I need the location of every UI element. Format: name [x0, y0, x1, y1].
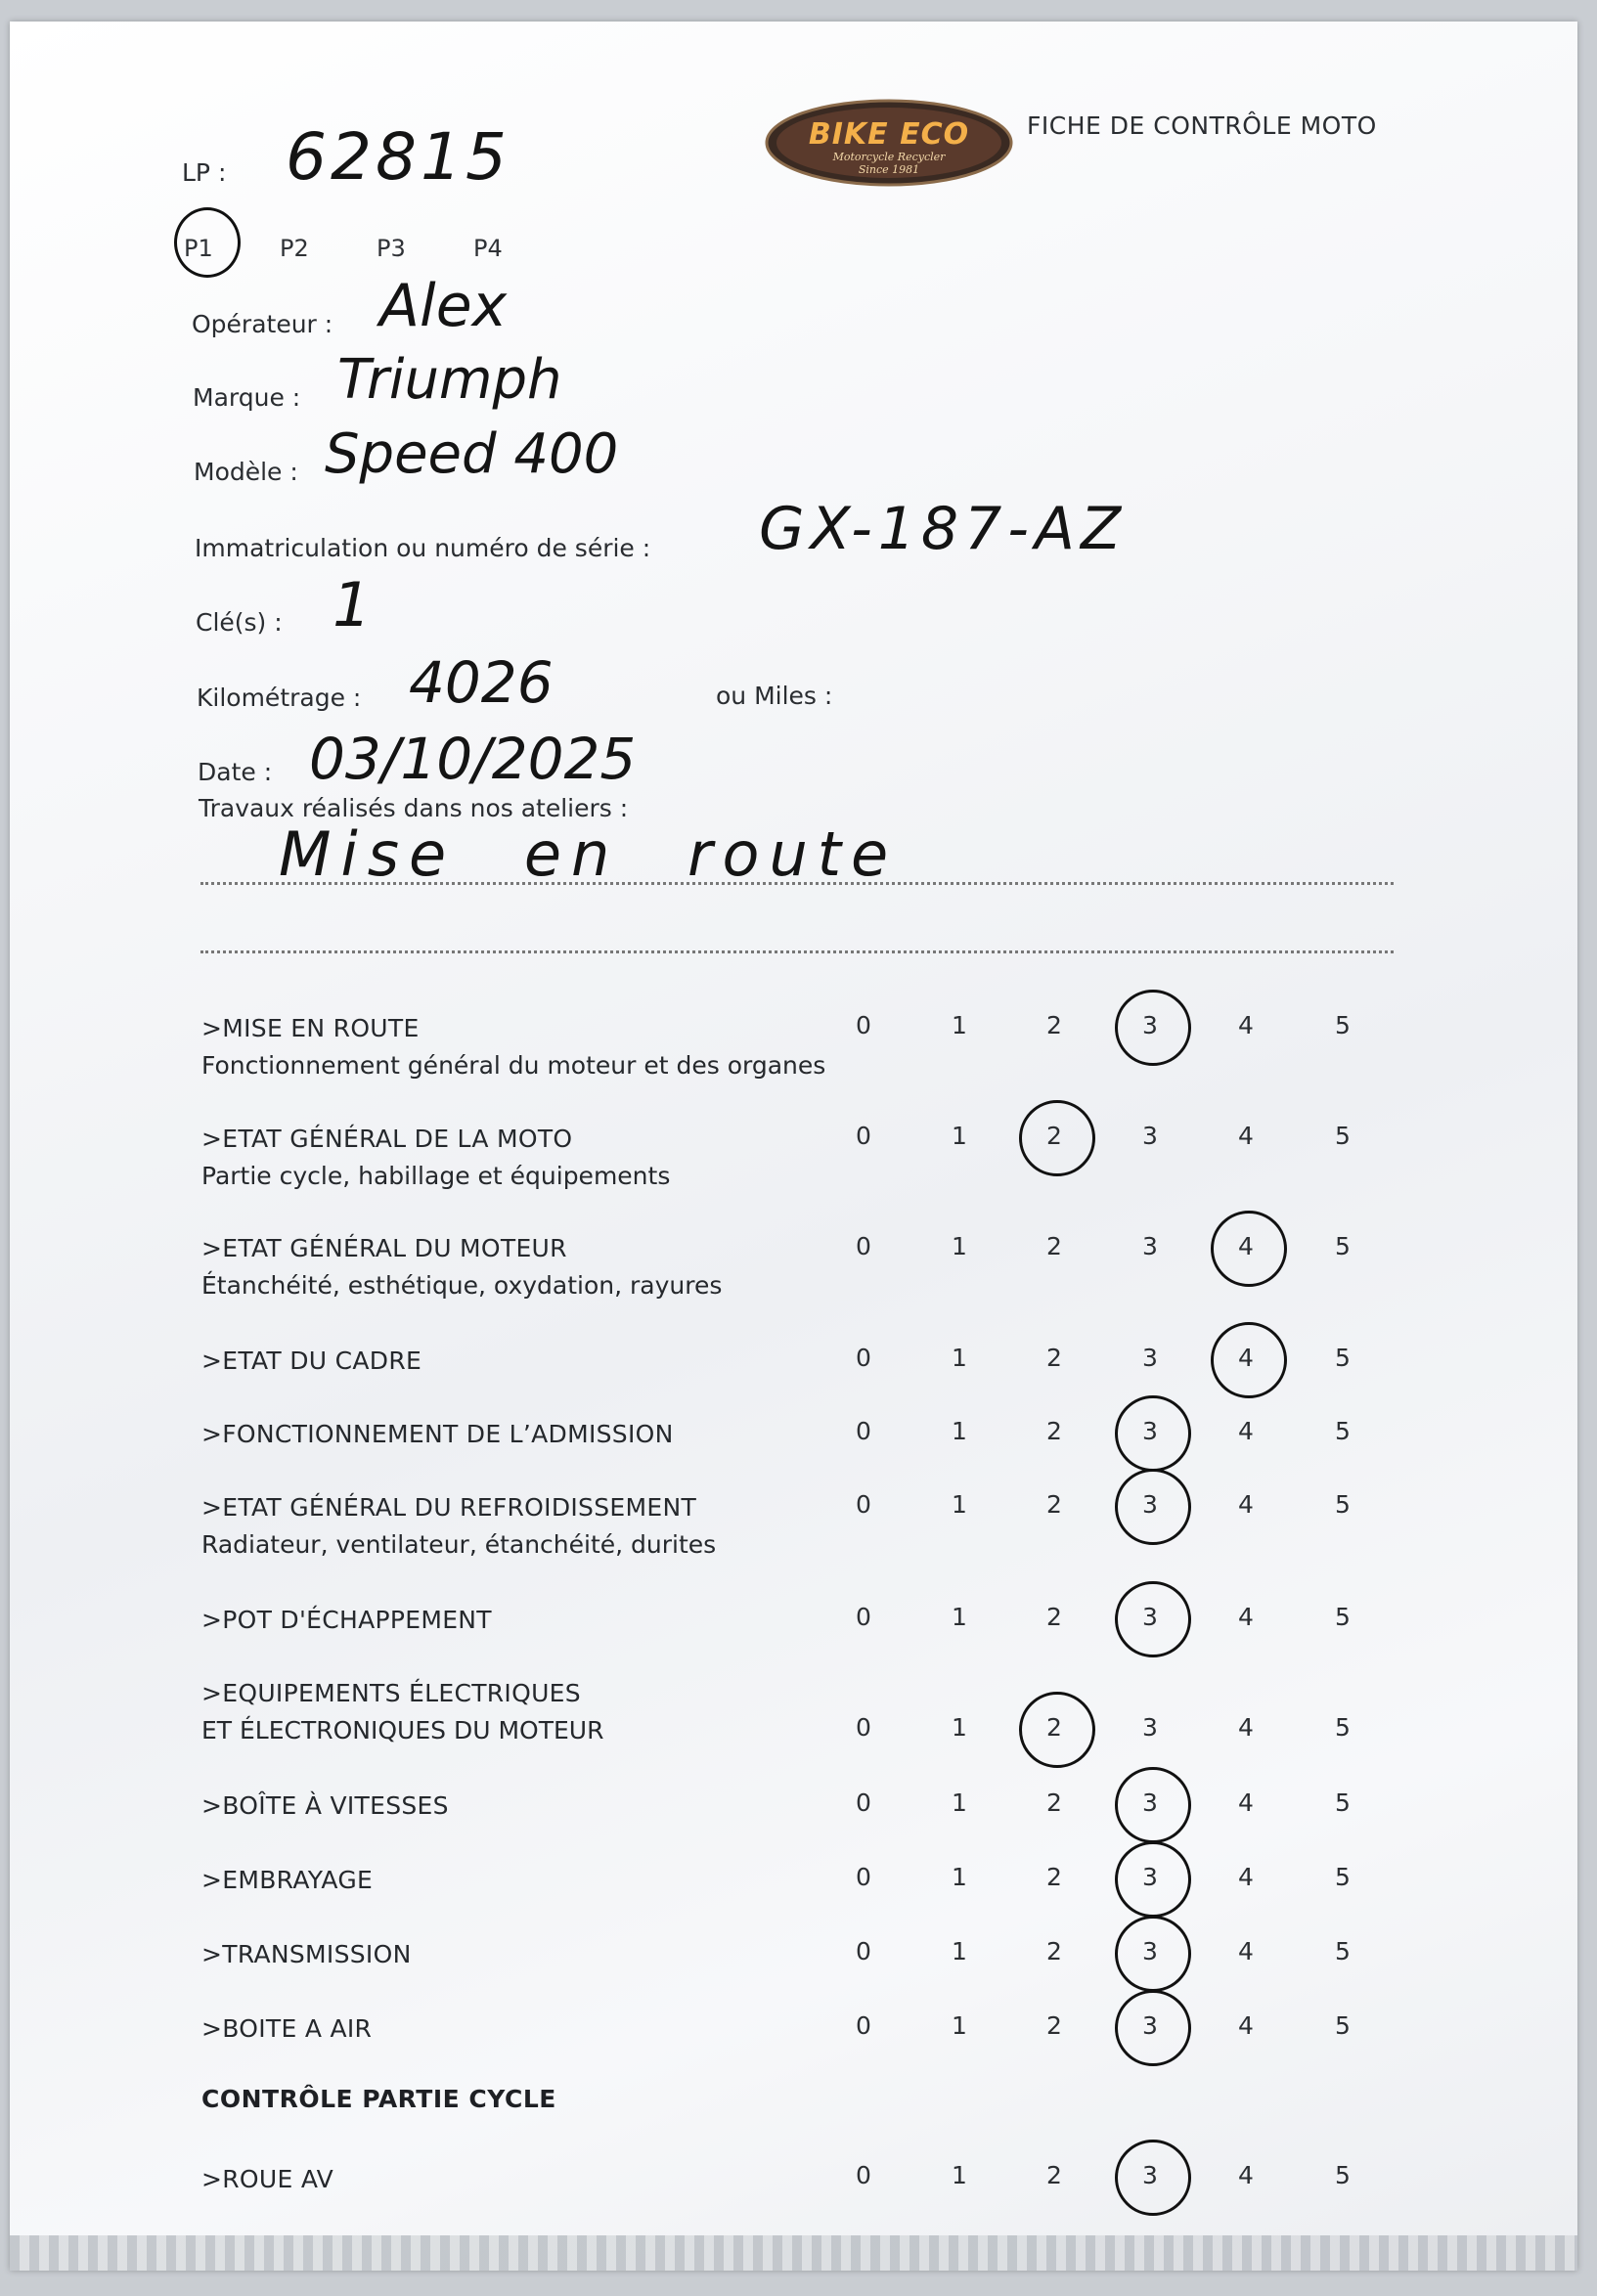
rating-row-subtitle: Partie cycle, habillage et équipements — [201, 1162, 671, 1190]
rating-row-score-option[interactable]: 1 — [952, 1788, 967, 1817]
rating-row-score-option[interactable]: 2 — [1046, 1603, 1062, 1631]
form-title: FICHE DE CONTRÔLE MOTO — [1027, 111, 1377, 140]
rating-row-score-option[interactable]: 0 — [856, 1122, 871, 1150]
rating-row-score-option[interactable]: 3 — [1142, 1603, 1158, 1631]
rating-row-score-option[interactable]: 5 — [1335, 1011, 1351, 1039]
rating-row-title: >ETAT GÉNÉRAL DE LA MOTO — [201, 1125, 573, 1153]
rating-row-score-option[interactable]: 0 — [856, 1490, 871, 1519]
travaux-line-1 — [200, 882, 1394, 885]
rating-row-score-option[interactable]: 4 — [1238, 1417, 1254, 1445]
rating-row-score-option[interactable]: 4 — [1238, 1937, 1254, 1965]
cycle-row-title: >ROUE AV — [201, 2165, 334, 2193]
rating-row-score-option[interactable]: 3 — [1142, 1344, 1158, 1372]
rating-row-subtitle: Fonctionnement général du moteur et des organes — [201, 1051, 826, 1080]
rating-row-score-option[interactable]: 5 — [1335, 1603, 1351, 1631]
rating-row-score-option[interactable]: 5 — [1335, 1232, 1351, 1260]
sleeve-edge — [10, 2235, 1577, 2271]
bike-eco-logo — [765, 98, 1013, 188]
rating-row-score-option[interactable]: 2 — [1046, 1863, 1062, 1891]
rating-row-score-option[interactable]: 2 — [1046, 1937, 1062, 1965]
rating-row-title: >ETAT GÉNÉRAL DU MOTEUR — [201, 1234, 567, 1262]
rating-row-score-option[interactable]: 1 — [952, 1603, 967, 1631]
rating-row-score-option[interactable]: 0 — [856, 1417, 871, 1445]
rating-row-score-option[interactable]: 1 — [952, 1232, 967, 1260]
rating-row-score-option[interactable]: 2 — [1046, 1344, 1062, 1372]
kilometrage-label: Kilométrage : — [197, 684, 362, 712]
rating-row-title: >MISE EN ROUTE — [201, 1014, 420, 1042]
cycle-row-score-option[interactable]: 0 — [856, 2161, 871, 2189]
miles-label: ou Miles : — [716, 682, 833, 710]
rating-row-score-option[interactable]: 5 — [1335, 1713, 1351, 1742]
immatriculation-value[interactable]: GX-187-AZ — [759, 495, 1128, 563]
kilometrage-value[interactable]: 4026 — [409, 649, 554, 716]
rating-row-score-option[interactable]: 0 — [856, 1344, 871, 1372]
rating-row-score-option[interactable]: 0 — [856, 2011, 871, 2040]
rating-row-score-option[interactable]: 0 — [856, 1937, 871, 1965]
cycle-row-score-option[interactable]: 3 — [1142, 2161, 1158, 2189]
rating-row-score-option[interactable]: 4 — [1238, 1713, 1254, 1742]
cycle-row-score-option[interactable]: 4 — [1238, 2161, 1254, 2189]
rating-row-selected-score-circle — [1019, 1692, 1095, 1768]
rating-row-score-option[interactable]: 5 — [1335, 1417, 1351, 1445]
rating-row-score-option[interactable]: 0 — [856, 1603, 871, 1631]
rating-row-title: >BOITE A AIR — [201, 2014, 373, 2043]
rating-row-score-option[interactable]: 3 — [1142, 1417, 1158, 1445]
rating-row-score-option[interactable]: 4 — [1238, 1490, 1254, 1519]
rating-row-title: >BOÎTE À VITESSES — [201, 1791, 449, 1820]
rating-row-score-option[interactable]: 3 — [1142, 1490, 1158, 1519]
rating-row-score-option[interactable]: 1 — [952, 1344, 967, 1372]
rating-row-score-option[interactable]: 3 — [1142, 1232, 1158, 1260]
rating-row-score-option[interactable]: 4 — [1238, 1122, 1254, 1150]
travaux-value[interactable]: Mise en route — [279, 818, 899, 890]
rating-row-score-option[interactable]: 4 — [1238, 1863, 1254, 1891]
rating-row-score-option[interactable]: 3 — [1142, 1713, 1158, 1742]
rating-row-score-option[interactable]: 0 — [856, 1232, 871, 1260]
rating-row-score-option[interactable]: 3 — [1142, 1937, 1158, 1965]
rating-row-score-option[interactable]: 1 — [952, 2011, 967, 2040]
rating-row-score-option[interactable]: 5 — [1335, 1344, 1351, 1372]
section-cycle-title: CONTRÔLE PARTIE CYCLE — [201, 2085, 556, 2113]
position-option-p4[interactable]: P4 — [473, 235, 503, 262]
rating-row-title: >TRANSMISSION — [201, 1940, 412, 1968]
rating-row-title: >EMBRAYAGE — [201, 1866, 374, 1894]
rating-row-score-option[interactable]: 3 — [1142, 1011, 1158, 1039]
cles-value[interactable]: 1 — [333, 569, 372, 640]
travaux-line-2 — [200, 950, 1394, 953]
rating-row-title: >ETAT GÉNÉRAL DU REFROIDISSEMENT — [201, 1493, 697, 1522]
rating-row-score-option[interactable]: 5 — [1335, 2011, 1351, 2040]
rating-row-selected-score-circle — [1115, 990, 1191, 1066]
marque-value[interactable]: Triumph — [337, 348, 562, 412]
rating-row-score-option[interactable]: 4 — [1238, 2011, 1254, 2040]
logo-title: BIKE ECO — [808, 117, 970, 152]
rating-row-selected-score-circle — [1019, 1100, 1095, 1176]
rating-row-score-option[interactable]: 5 — [1335, 1122, 1351, 1150]
rating-row-score-option[interactable]: 4 — [1238, 1788, 1254, 1817]
rating-row-title: >POT D'ÉCHAPPEMENT — [201, 1606, 492, 1634]
rating-row-score-option[interactable]: 0 — [856, 1011, 871, 1039]
rating-row-selected-score-circle — [1115, 1767, 1191, 1843]
cycle-row-score-option[interactable]: 2 — [1046, 2161, 1062, 2189]
cycle-row-selected-score-circle — [1115, 2140, 1191, 2216]
rating-row-score-option[interactable]: 4 — [1238, 1603, 1254, 1631]
rating-row-score-option[interactable]: 1 — [952, 1713, 967, 1742]
rating-row-subtitle: ET ÉLECTRONIQUES DU MOTEUR — [201, 1716, 604, 1744]
rating-row-score-option[interactable]: 5 — [1335, 1937, 1351, 1965]
rating-row-score-option[interactable]: 1 — [952, 1011, 967, 1039]
rating-row-score-option[interactable]: 4 — [1238, 1344, 1254, 1372]
rating-row-score-option[interactable]: 1 — [952, 1863, 967, 1891]
rating-row-title: >FONCTIONNEMENT DE L’ADMISSION — [201, 1420, 674, 1448]
position-option-p2[interactable]: P2 — [280, 235, 309, 262]
operateur-value[interactable]: Alex — [379, 272, 508, 340]
rating-row-score-option[interactable]: 5 — [1335, 1788, 1351, 1817]
cycle-row-score-option[interactable]: 1 — [952, 2161, 967, 2189]
marque-label: Marque : — [193, 383, 301, 412]
operateur-label: Opérateur : — [192, 310, 333, 338]
position-option-p3[interactable]: P3 — [377, 235, 406, 262]
rating-row-score-option[interactable]: 3 — [1142, 1863, 1158, 1891]
modele-label: Modèle : — [194, 458, 298, 486]
rating-row-selected-score-circle — [1115, 1990, 1191, 2066]
rating-row-subtitle: Radiateur, ventilateur, étanchéité, durites — [201, 1530, 717, 1559]
immatriculation-label: Immatriculation ou numéro de série : — [195, 534, 651, 562]
rating-row-subtitle: Étanchéité, esthétique, oxydation, rayures — [201, 1271, 723, 1300]
selected-position-circle — [174, 207, 241, 278]
rating-row-selected-score-circle — [1211, 1211, 1287, 1287]
rating-row-score-option[interactable]: 5 — [1335, 1863, 1351, 1891]
rating-row-selected-score-circle — [1115, 1841, 1191, 1918]
rating-row-score-option[interactable]: 1 — [952, 1122, 967, 1150]
rating-row-score-option[interactable]: 4 — [1238, 1011, 1254, 1039]
rating-row-score-option[interactable]: 0 — [856, 1788, 871, 1817]
rating-row-score-option[interactable]: 2 — [1046, 1713, 1062, 1742]
rating-row-score-option[interactable]: 2 — [1046, 1490, 1062, 1519]
rating-row-score-option[interactable]: 3 — [1142, 1122, 1158, 1150]
lp-value[interactable]: 62815 — [286, 119, 510, 195]
rating-row-score-option[interactable]: 2 — [1046, 1011, 1062, 1039]
rating-row-selected-score-circle — [1115, 1916, 1191, 1992]
rating-row-score-option[interactable]: 2 — [1046, 1417, 1062, 1445]
rating-row-score-option[interactable]: 2 — [1046, 1122, 1062, 1150]
cycle-row-score-option[interactable]: 5 — [1335, 2161, 1351, 2189]
rating-row-score-option[interactable]: 2 — [1046, 2011, 1062, 2040]
rating-row-score-option[interactable]: 2 — [1046, 1232, 1062, 1260]
rating-row-score-option[interactable]: 1 — [952, 1490, 967, 1519]
rating-row-selected-score-circle — [1115, 1469, 1191, 1545]
rating-row-score-option[interactable]: 2 — [1046, 1788, 1062, 1817]
rating-row-selected-score-circle — [1211, 1322, 1287, 1398]
rating-row-selected-score-circle — [1115, 1395, 1191, 1472]
rating-row-score-option[interactable]: 0 — [856, 1863, 871, 1891]
date-value[interactable]: 03/10/2025 — [309, 726, 637, 792]
rating-row-score-option[interactable]: 4 — [1238, 1232, 1254, 1260]
inspection-sheet — [10, 22, 1577, 2271]
modele-value[interactable]: Speed 400 — [325, 422, 619, 486]
rating-row-title: >EQUIPEMENTS ÉLECTRIQUES — [201, 1679, 581, 1707]
rating-row-score-option[interactable]: 1 — [952, 1417, 967, 1445]
rating-row-score-option[interactable]: 3 — [1142, 1788, 1158, 1817]
rating-row-score-option[interactable]: 1 — [952, 1937, 967, 1965]
rating-row-score-option[interactable]: 3 — [1142, 2011, 1158, 2040]
position-option-p1[interactable]: P1 — [184, 235, 213, 262]
travaux-label: Travaux réalisés dans nos ateliers : — [199, 794, 629, 822]
logo-tagline: Motorcycle Recycler Since 1981 — [832, 151, 946, 176]
cles-label: Clé(s) : — [196, 608, 283, 637]
rating-row-score-option[interactable]: 5 — [1335, 1490, 1351, 1519]
lp-label: LP : — [182, 158, 227, 187]
rating-row-score-option[interactable]: 0 — [856, 1713, 871, 1742]
rating-row-selected-score-circle — [1115, 1581, 1191, 1657]
date-label: Date : — [198, 758, 273, 786]
rating-row-title: >ETAT DU CADRE — [201, 1347, 422, 1375]
